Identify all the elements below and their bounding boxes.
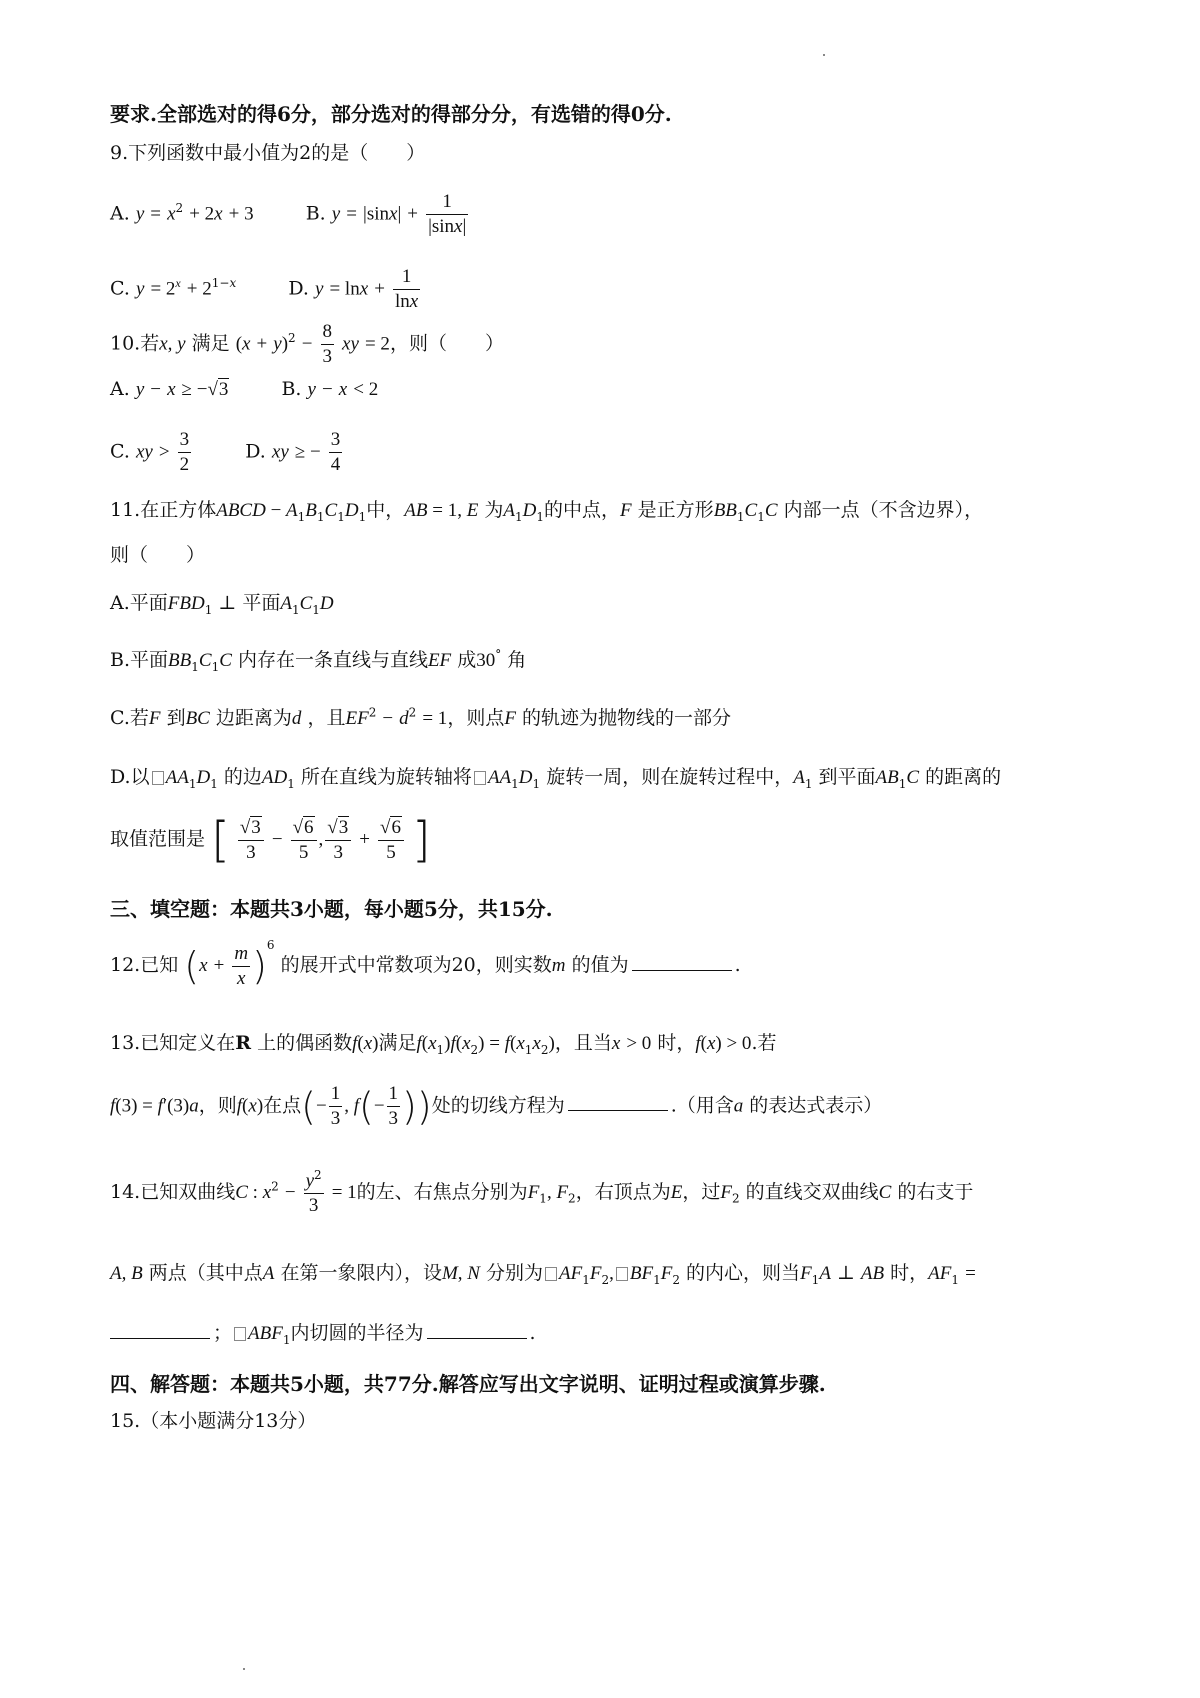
- text: 12.已知: [110, 954, 179, 976]
- text: 的直线交双曲线: [745, 1180, 879, 1203]
- q13-line2: f(3) = f′(3)a，则f(x)在点(− $\frac{1}{3}$ , f(− $\frac{1}{3}$ ))处的切线方程为 .（用含a 的表达式表示）: [110, 1083, 883, 1129]
- text: 处的切线方程为: [431, 1094, 565, 1117]
- q11-option-c: C.若F 到BC 边距离为d ，且$EF^2 - d^2 = 1$，则点F 的轨迹为抛物线的一部分: [110, 705, 731, 729]
- text: 13.已知定义在: [110, 1032, 236, 1054]
- text: B.平面: [110, 649, 169, 671]
- q15-heading: 15.（本小题满分13分）: [110, 1410, 317, 1432]
- text: 上的偶函数: [257, 1032, 353, 1054]
- q11-stem-cont: 则（ ）: [110, 544, 206, 566]
- fraction: $\frac{1}{\ln x}$: [394, 266, 419, 312]
- text: 的右支于: [897, 1180, 974, 1203]
- q10-option-d-label: D.: [245, 440, 266, 463]
- text: 平面: [242, 592, 281, 614]
- text: 是正方形: [637, 499, 714, 521]
- text: 边距离为: [215, 707, 292, 729]
- text: 在点: [263, 1094, 302, 1117]
- text: D.以: [110, 766, 150, 788]
- q14-line2: A, B 两点（其中点A 在第一象限内），设M, N 分别为 $AF_1F_2$, $BF_1F_2$ 的内心，则当$F_1A$ ⊥ AB 时，$AF_1$ =: [110, 1262, 976, 1287]
- q10-stem: 10.若x, y 满足 $(x + y)^2$ − $\frac{8}{3}$ xy = 2，则（ ）: [110, 321, 504, 367]
- q11-option-d-range: 取值范围是 [ $\frac{√3}{3}$ − $\frac{√6}{5}$ , $\frac{√3}{3}$ + $\frac{√6}{5}$ ]: [110, 812, 431, 868]
- scan-speck: [823, 54, 825, 56]
- real-numbers-symbol: R: [235, 1032, 252, 1054]
- text: 的中点，: [544, 499, 621, 521]
- q10-option-a-label: A.: [110, 378, 130, 400]
- triangle-icon: [545, 1267, 557, 1281]
- text: ，右顶点为: [575, 1180, 671, 1203]
- text: 满足: [378, 1032, 417, 1054]
- q9-option-d-label: D.: [288, 277, 309, 300]
- section-4-heading: 四、解答题：本题共5小题，共77分.解答应写出文字说明、证明过程或演算步骤.: [110, 1372, 826, 1396]
- answer-blank[interactable]: [568, 1109, 668, 1111]
- q9-option-c-label: C.: [110, 277, 130, 300]
- q11-option-a: A.平面$FBD_1$ ⊥ 平面$A_1C_1D$: [110, 592, 334, 617]
- text: 在第一象限内），设: [280, 1262, 442, 1284]
- text: .若: [751, 1032, 777, 1054]
- text: 满足: [191, 332, 230, 355]
- text: 所在直线为旋转轴将: [300, 766, 472, 788]
- text: 成: [457, 649, 477, 671]
- text: 到平面: [818, 766, 876, 788]
- text: 14.已知双曲线: [110, 1180, 236, 1203]
- text: 内存在一条直线与直线: [237, 649, 428, 671]
- text: C.若: [110, 707, 149, 729]
- text: ，且当: [554, 1032, 612, 1054]
- section-3-heading: 三、填空题：本题共3小题，每小题5分，共15分.: [110, 897, 553, 921]
- text: 的边: [223, 766, 262, 788]
- text: 中，: [366, 499, 405, 521]
- text: 角: [507, 649, 527, 671]
- q13-line1: 13.已知定义在R 上的偶函数f(x)满足$f(x_1)f(x_2) = f(x_1x_2)$，且当x > 0 时，f(x) > 0.若: [110, 1032, 777, 1057]
- text: 两点（其中点: [148, 1262, 263, 1284]
- text: A.平面: [110, 592, 168, 614]
- fraction: $\frac{3}{4}$: [330, 429, 341, 475]
- text: 旋转一周，则在旋转过程中，: [546, 766, 794, 788]
- fraction: $\frac{1}{3}$: [388, 1083, 399, 1129]
- text: 10.若: [110, 332, 160, 355]
- fraction: $\frac{m}{x}$: [234, 942, 249, 989]
- text: ，则（ ）: [389, 332, 504, 355]
- text: 的轨迹为抛物线的一部分: [521, 707, 731, 729]
- text: 的距离的: [925, 766, 1002, 788]
- q9-option-b-label: B.: [305, 202, 326, 225]
- q11-option-d: D.以 $AA_1D_1$ 的边$AD_1$ 所在直线为旋转轴将 $AA_1D_1$ 旋转一周，则在旋转过程中，$A_1$ 到平面$AB_1C$ 的距离的: [110, 766, 1002, 791]
- fraction: $\frac{1}{|\sin x|}$: [428, 191, 467, 237]
- q9-option-a-label: A.: [110, 202, 130, 225]
- triangle-icon: [234, 1327, 246, 1341]
- text: ；: [213, 1322, 233, 1344]
- triangle-icon: [474, 771, 486, 785]
- text: 的值为: [571, 954, 629, 976]
- fraction: $\frac{y^2}{3}$: [305, 1168, 322, 1217]
- text: 为: [484, 499, 504, 521]
- text: 的展开式中常数项为20，则实数: [280, 954, 552, 976]
- fraction: $\frac{1}{3}$: [330, 1083, 341, 1129]
- q10-option-c-label: C.: [110, 440, 130, 463]
- text: 的左、右焦点分别为: [356, 1180, 528, 1203]
- text: 内部一点（不含边界），: [783, 499, 984, 521]
- fraction: $\frac{√6}{5}$: [291, 816, 317, 865]
- text: 的内心，则当: [686, 1262, 801, 1284]
- text: 11.在正方体: [110, 499, 217, 521]
- text: .: [734, 954, 741, 976]
- text: 分别为: [486, 1262, 544, 1284]
- text: ，则点: [447, 707, 505, 729]
- q10-options-ab: A. y − x ≥ −√3 B. y − x < 2: [110, 378, 379, 400]
- text: 时，: [890, 1262, 929, 1284]
- triangle-icon: [152, 771, 164, 785]
- text: ，且: [307, 707, 346, 729]
- text: .（用含: [670, 1094, 734, 1117]
- q14-line3: ； $ABF_1$内切圆的半径为 .: [110, 1318, 536, 1347]
- fraction: $\frac{√3}{3}$: [325, 816, 351, 865]
- text: 到: [166, 707, 186, 729]
- fraction: $\frac{√3}{3}$: [238, 816, 264, 865]
- answer-blank[interactable]: [427, 1337, 527, 1339]
- q11-option-b: B.平面$BB_1C_1C$ 内存在一条直线与直线EF 成30° 角: [110, 647, 527, 674]
- scan-speck: [243, 1668, 245, 1670]
- q9-options-cd: C. $y = 2^x + 2^{1-x}$ D. y = lnx + $\frac{1}{\ln x}$: [110, 266, 419, 312]
- text: 时，: [657, 1032, 696, 1054]
- q10-option-b-label: B.: [281, 378, 302, 400]
- triangle-icon: [616, 1267, 628, 1281]
- text: 内切圆的半径为: [290, 1322, 424, 1344]
- text: .: [529, 1322, 536, 1344]
- fraction: $\frac{3}{2}$: [179, 429, 190, 475]
- text: ，则: [198, 1094, 237, 1117]
- scoring-rule: 要求.全部选对的得6分，部分选对的得部分分，有选错的得0分.: [110, 102, 672, 126]
- q9-stem: 9.下列函数中最小值为2的是（ ）: [110, 142, 426, 164]
- q11-stem: 11.在正方体ABCD − $A_1B_1C_1D_1$中，AB = 1, E 为$A_1D_1$的中点，F 是正方形$BB_1C_1C$ 内部一点（不含边界），: [110, 499, 984, 524]
- answer-blank[interactable]: [110, 1337, 210, 1339]
- text: ，过: [682, 1180, 721, 1203]
- text: 的表达式表示）: [749, 1094, 883, 1117]
- q9-options-ab: A. $y = x^2 + 2x + 3$ B. y = |sinx| + $\frac{1}{|\sin x|}$: [110, 191, 467, 237]
- q14-line1: 14.已知双曲线C : $x^2$ − $\frac{y^2}{3}$ = 1的左、右焦点分别为$F_1$, $F_2$，右顶点为E，过$F_2$ 的直线交双曲线C 的右支于: [110, 1168, 974, 1217]
- fraction: $\frac{8}{3}$: [322, 321, 332, 367]
- q10-options-cd: C. xy > $\frac{3}{2}$ D. xy ≥ − $\frac{3}{4}$: [110, 429, 341, 475]
- fraction: $\frac{√6}{5}$: [378, 816, 404, 865]
- text: 取值范围是: [110, 828, 206, 850]
- answer-blank[interactable]: [632, 969, 732, 971]
- q12: 12.已知 (x + $\frac{m}{x}$ )$^6$ 的展开式中常数项为20，则实数m 的值为 .: [110, 938, 741, 989]
